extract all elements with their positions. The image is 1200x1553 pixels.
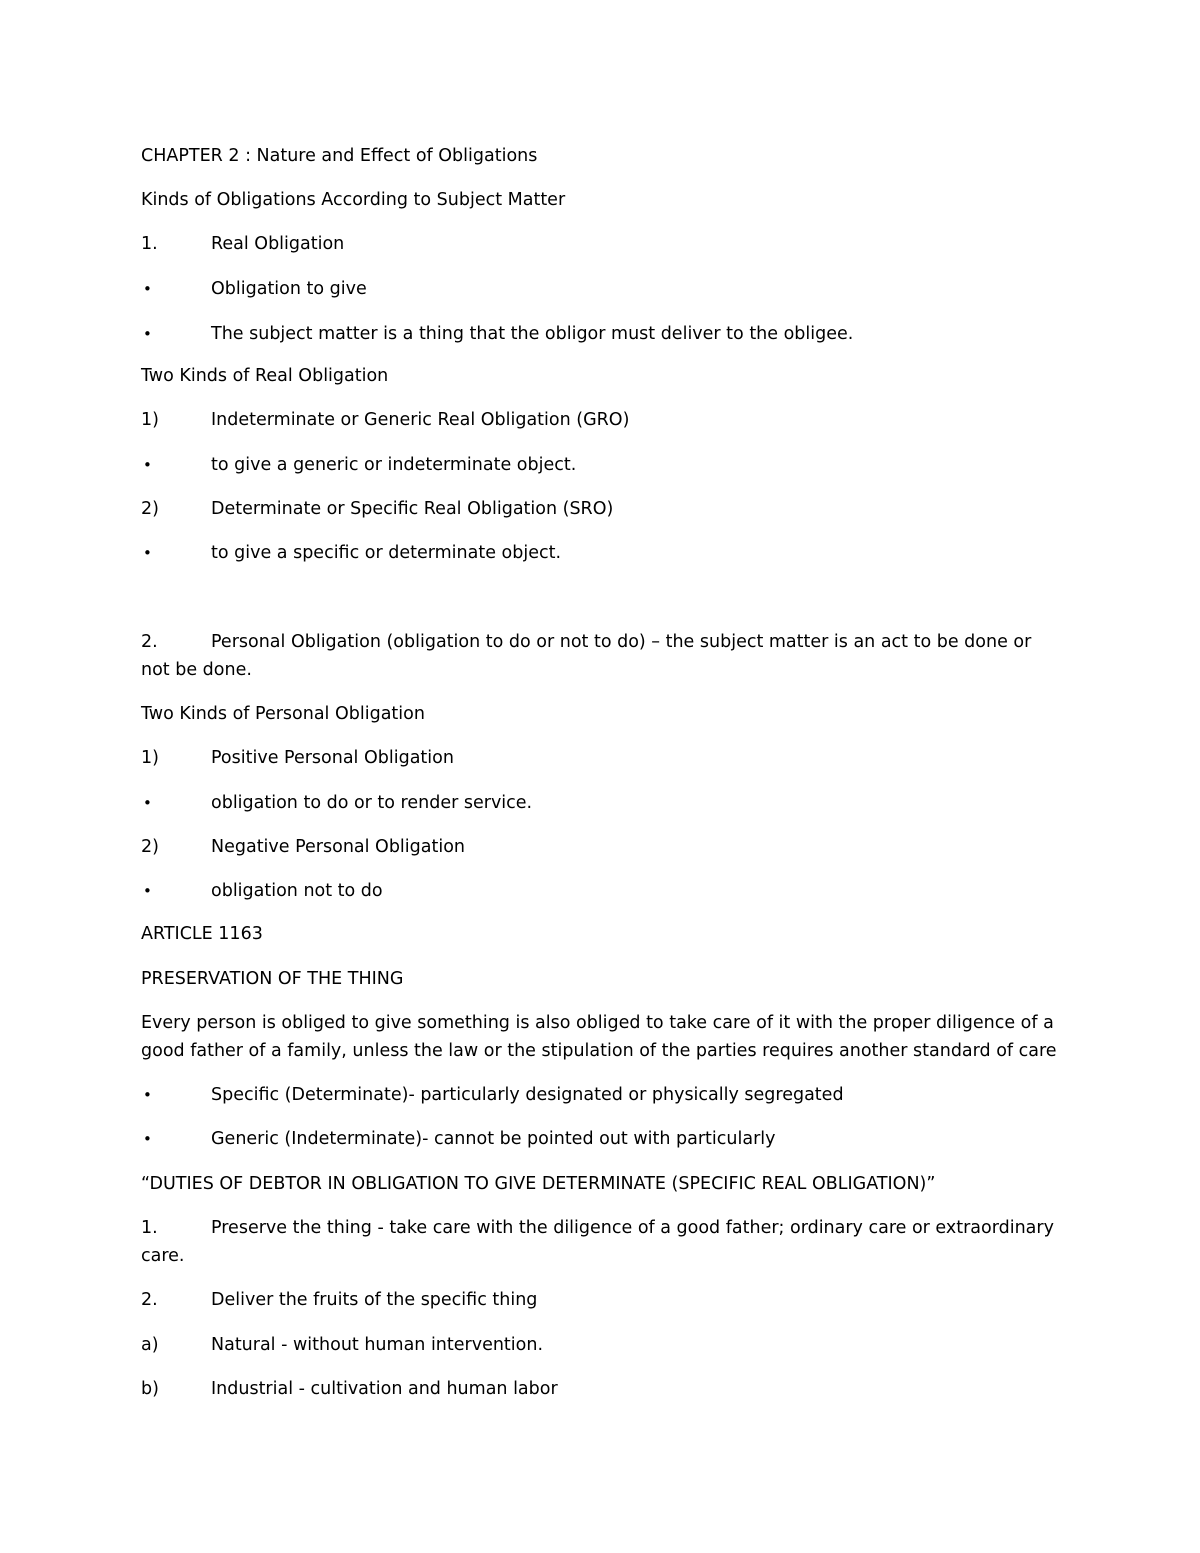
list-item-label: Preserve the thing - take care with the diligence of a good father; ordinary care or extraordinary xyxy=(211,1218,1054,1238)
list-number: 2) xyxy=(141,499,159,519)
bullet-text: Specific (Determinate)- particularly designated or physically segregated xyxy=(211,1085,844,1105)
list-letter: b) xyxy=(141,1379,159,1399)
chapter-title: CHAPTER 2 : Nature and Effect of Obligations xyxy=(141,146,538,166)
bullet-icon: • xyxy=(143,882,152,900)
bullet-text: to give a generic or indeterminate object. xyxy=(211,455,577,475)
duties-heading: “DUTIES OF DEBTOR IN OBLIGATION TO GIVE DETERMINATE (SPECIFIC REAL OBLIGATION)” xyxy=(141,1174,936,1194)
bullet-text: Obligation to give xyxy=(211,279,367,299)
list-number: 2) xyxy=(141,837,159,857)
article-paragraph-line: good father of a family, unless the law or the stipulation of the parties requires another standard of care xyxy=(141,1041,1057,1061)
list-item-label: Deliver the fruits of the specific thing xyxy=(211,1290,538,1310)
list-letter: a) xyxy=(141,1335,159,1355)
list-number: 1) xyxy=(141,410,159,430)
bullet-icon: • xyxy=(143,456,152,474)
list-item-label: Negative Personal Obligation xyxy=(211,837,466,857)
list-item-label: Positive Personal Obligation xyxy=(211,748,454,768)
bullet-icon: • xyxy=(143,794,152,812)
article-number: ARTICLE 1163 xyxy=(141,924,263,944)
bullet-icon: • xyxy=(143,280,152,298)
list-number: 2. xyxy=(141,1290,158,1310)
real-kinds-heading: Two Kinds of Real Obligation xyxy=(141,366,389,386)
list-number: 1. xyxy=(141,234,158,254)
list-item-label: Natural - without human intervention. xyxy=(211,1335,544,1355)
bullet-icon: • xyxy=(143,325,152,343)
list-number: 1. xyxy=(141,1218,158,1238)
bullet-icon: • xyxy=(143,544,152,562)
bullet-icon: • xyxy=(143,1130,152,1148)
bullet-icon: • xyxy=(143,1086,152,1104)
bullet-text: obligation to do or to render service. xyxy=(211,793,533,813)
list-item-label: Real Obligation xyxy=(211,234,345,254)
bullet-text: The subject matter is a thing that the obligor must deliver to the obligee. xyxy=(211,324,854,344)
personal-kinds-heading: Two Kinds of Personal Obligation xyxy=(141,704,425,724)
article-paragraph-line: Every person is obliged to give something is also obliged to take care of it with the proper diligence of a xyxy=(141,1013,1054,1033)
paragraph-continuation: care. xyxy=(141,1246,185,1266)
bullet-text: obligation not to do xyxy=(211,881,383,901)
bullet-text: Generic (Indeterminate)- cannot be pointed out with particularly xyxy=(211,1129,776,1149)
paragraph-continuation: not be done. xyxy=(141,660,252,680)
list-number: 2. xyxy=(141,632,158,652)
list-number: 1) xyxy=(141,748,159,768)
bullet-text: to give a specific or determinate object. xyxy=(211,543,562,563)
kinds-heading: Kinds of Obligations According to Subject Matter xyxy=(141,190,566,210)
list-item-label: Determinate or Specific Real Obligation (SRO) xyxy=(211,499,614,519)
list-item-label: Industrial - cultivation and human labor xyxy=(211,1379,558,1399)
list-item-label: Personal Obligation (obligation to do or not to do) – the subject matter is an act to be done or xyxy=(211,632,1032,652)
list-item-label: Indeterminate or Generic Real Obligation (GRO) xyxy=(211,410,630,430)
article-title: PRESERVATION OF THE THING xyxy=(141,969,404,989)
